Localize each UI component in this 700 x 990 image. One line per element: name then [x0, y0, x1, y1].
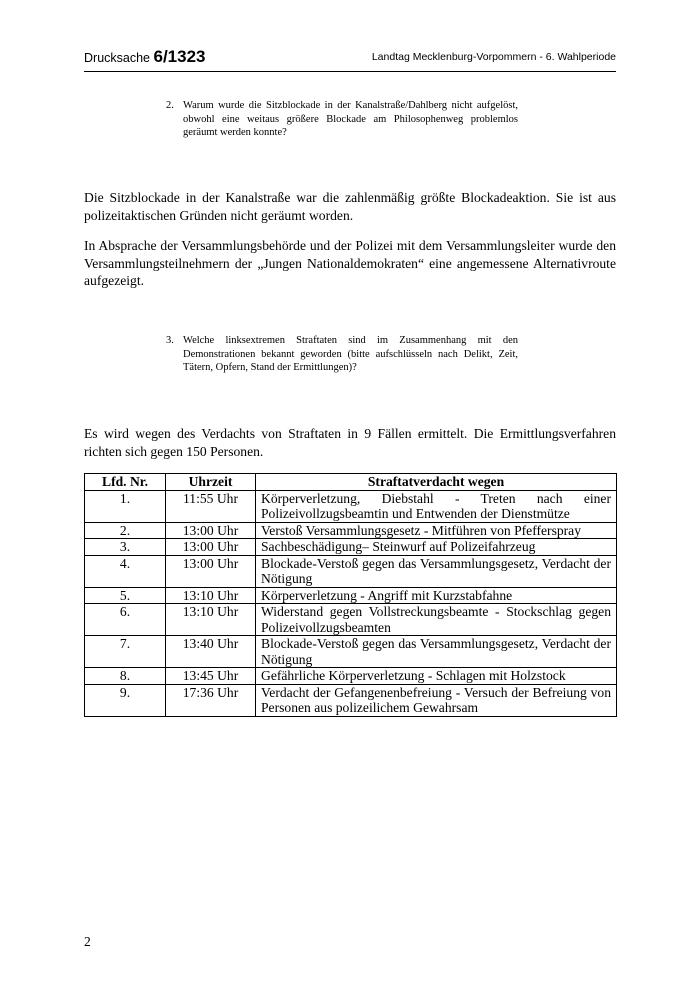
row-nr: 8. [85, 668, 166, 685]
column-header-time: Uhrzeit [166, 474, 256, 491]
row-time: 13:00 Uhr [166, 555, 256, 587]
header-divider [84, 71, 616, 72]
answer-2-paragraph-1: Die Sitzblockade in der Kanalstraße war die zahlenmäßig größte Blockadeaktion. Sie ist aus polizeitaktischen Gründen nicht geräumt worden. [84, 190, 616, 223]
row-offense: Sachbeschädigung– Steinwurf auf Polizeifahrzeug [256, 539, 617, 556]
row-offense: Körperverletzung - Angriff mit Kurzstabfahne [256, 587, 617, 604]
table-row [85, 555, 617, 587]
row-nr: 7. [85, 636, 166, 668]
row-nr: 4. [85, 555, 166, 587]
row-offense: Verdacht der Gefangenenbefreiung - Versuch der Befreiung von Personen aus polizeilichem Gewahrsam [256, 684, 617, 716]
row-time: 13:00 Uhr [166, 522, 256, 539]
row-time: 13:45 Uhr [166, 668, 256, 685]
row-offense: Blockade-Verstoß gegen das Versammlungsgesetz, Verdacht der Nötigung [256, 636, 617, 668]
page-number: 2 [84, 934, 91, 949]
document-number: 6/1323 [153, 47, 206, 66]
question-3-text: Welche linksextremen Straftaten sind im Zusammenhang mit den Demonstrationen bekannt geworden (bitte aufschlüsseln nach Delikt, Zeit, Tätern, Opfern, Stand der Ermittlungen)? [183, 335, 518, 373]
column-header-offense: Straftatverdacht wegen [256, 474, 617, 491]
page-header [84, 46, 616, 70]
table-row [85, 668, 617, 685]
row-offense: Widerstand gegen Vollstreckungsbeamte - Stockschlag gegen Polizeivollzugsbeamten [256, 604, 617, 636]
table-row [85, 684, 617, 716]
row-nr: 5. [85, 587, 166, 604]
table-row [85, 490, 617, 522]
row-nr: 6. [85, 604, 166, 636]
question-3 [166, 334, 518, 375]
offense-table [84, 473, 617, 717]
question-2-number: 2. [166, 100, 174, 111]
table-row [85, 539, 617, 556]
column-header-nr: Lfd. Nr. [85, 474, 166, 491]
row-time: 11:55 Uhr [166, 490, 256, 522]
table-row [85, 522, 617, 539]
row-nr: 9. [85, 684, 166, 716]
row-offense: Blockade-Verstoß gegen das Versammlungsgesetz, Verdacht der Nötigung [256, 555, 617, 587]
row-time: 13:10 Uhr [166, 587, 256, 604]
table-row [85, 636, 617, 668]
table-header-row [85, 474, 617, 491]
row-offense: Körperverletzung, Diebstahl - Treten nach einer Polizeivollzugsbeamtin und Entwenden der Dienstmütze [256, 490, 617, 522]
row-nr: 3. [85, 539, 166, 556]
row-time: 13:10 Uhr [166, 604, 256, 636]
table-row [85, 604, 617, 636]
document-label: Drucksache [84, 51, 150, 65]
table-row [85, 587, 617, 604]
row-time: 13:40 Uhr [166, 636, 256, 668]
question-2-text: Warum wurde die Sitzblockade in der Kanalstraße/Dahlberg nicht aufgelöst, obwohl eine weitaus größere Blockade am Philosophenweg problemlos geräumt werden konnte? [183, 100, 518, 138]
answer-3-paragraph-1: Es wird wegen des Verdachts von Straftaten in 9 Fällen ermittelt. Die Ermittlungsverfahren richten sich gegen 150 Personen. [84, 426, 616, 459]
row-offense: Gefährliche Körperverletzung - Schlagen mit Holzstock [256, 668, 617, 685]
row-time: 13:00 Uhr [166, 539, 256, 556]
parliament-name: Landtag Mecklenburg-Vorpommern - 6. Wahlperiode [371, 51, 616, 63]
question-2 [166, 99, 518, 140]
row-offense: Verstoß Versammlungsgesetz - Mitführen von Pfefferspray [256, 522, 617, 539]
row-time: 17:36 Uhr [166, 684, 256, 716]
row-nr: 1. [85, 490, 166, 522]
answer-2-paragraph-2: In Absprache der Versammlungsbehörde und der Polizei mit dem Versammlungsleiter wurde den Versammlungsteilnehmern der „Jungen Nationaldemokraten“ eine angemessene Alternativroute aufgezeigt. [84, 238, 616, 288]
row-nr: 2. [85, 522, 166, 539]
document-reference [84, 46, 205, 69]
question-3-number: 3. [166, 335, 174, 346]
